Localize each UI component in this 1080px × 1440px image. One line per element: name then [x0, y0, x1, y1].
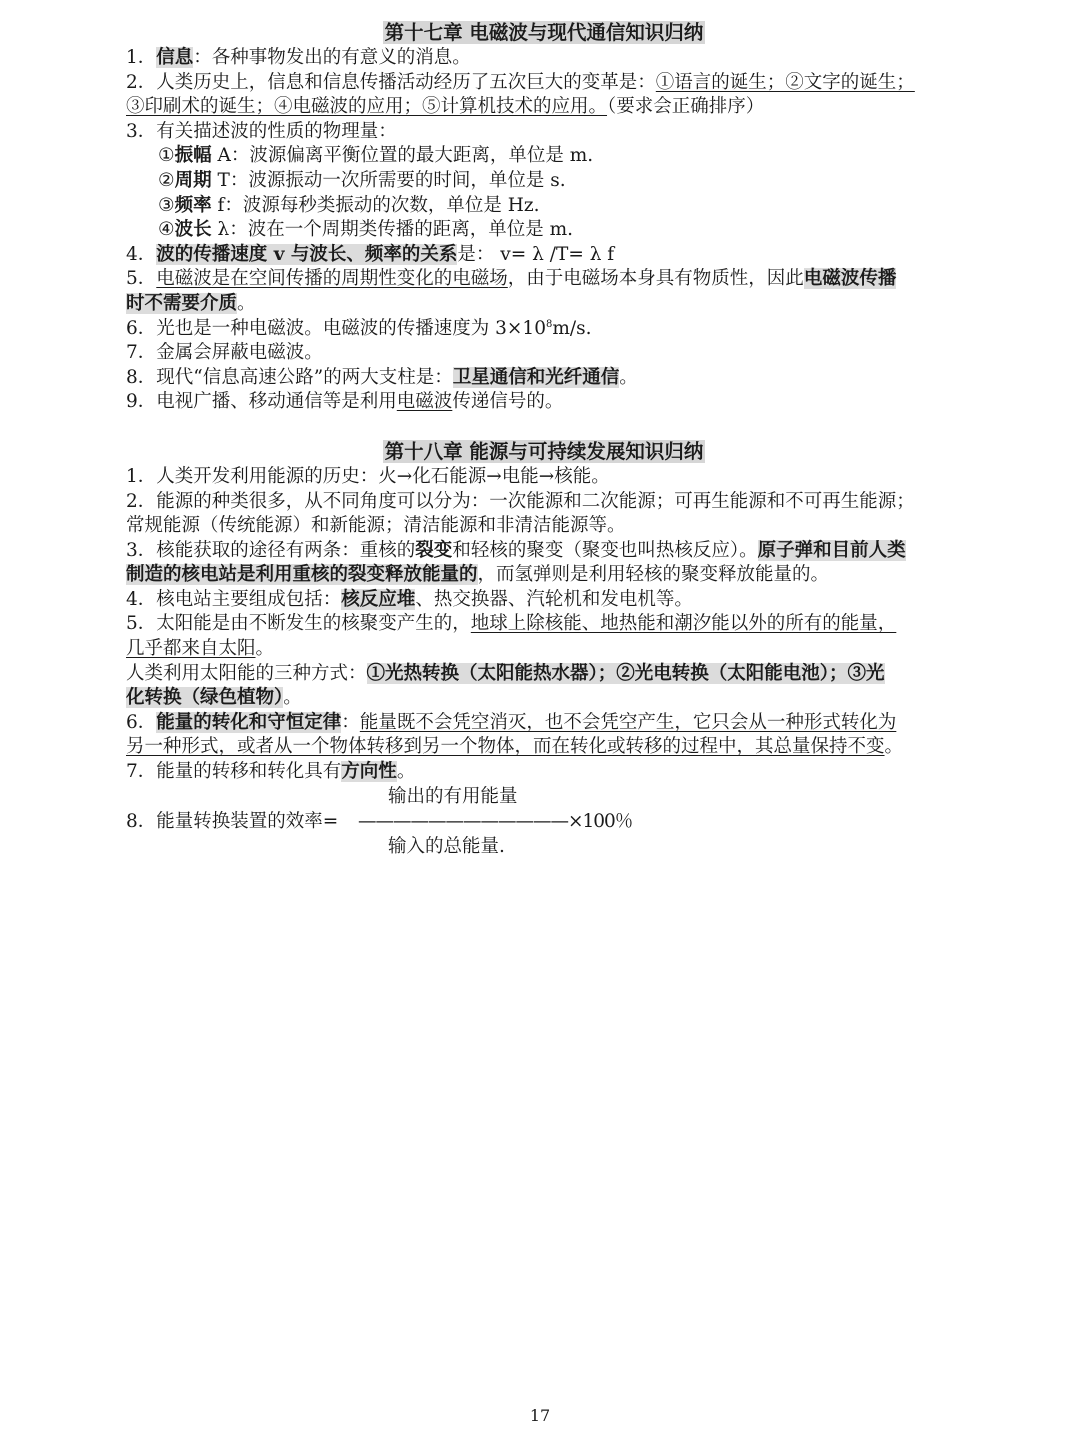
ch17-item-6: 6．光也是一种电磁波。电磁波的传播速度为 $3\times 10^8m/s$.	[126, 317, 592, 339]
formula-denominator: 输入的总能量.	[388, 835, 505, 857]
ch18-item-1: 1．人类开发利用能源的历史：火→化石能源→电能→核能。	[126, 465, 610, 487]
formula-fraction-bar: ————————————×100％	[358, 810, 633, 832]
ch18-solar-methods-cont: 化转换（绿色植物）。	[126, 687, 302, 709]
ch17-item-3-period: ②周期 T：波源振动一次所需要的时间，单位是 s.	[158, 169, 566, 191]
ch17-item-5-cont: 时不需要介质。	[126, 292, 256, 314]
formula-numerator: 输出的有用能量	[388, 785, 518, 807]
chapter-18-title: 第十八章 能源与可持续发展知识归纳	[384, 439, 704, 463]
formula-left-side: 8．能量转换装置的效率=	[126, 810, 339, 832]
ch18-item-2-cont: 常规能源（传统能源）和新能源；清洁能源和非清洁能源等。	[126, 515, 626, 537]
chapter-17-title: 第十七章 电磁波与现代通信知识归纳	[384, 21, 704, 44]
ch17-item-1: 1．信息：各种事物发出的有意义的消息。	[126, 47, 471, 68]
ch17-item-2-cont: ③印刷术的诞生；④电磁波的应用；⑤计算机技术的应用。（要求会正确排序）	[126, 96, 765, 118]
section-spacer	[126, 415, 962, 439]
ch17-item-3-wavelength: ④波长 λ：波在一个周期类传播的距离，单位是 m.	[158, 219, 574, 241]
ch18-item-3: 3．核能获取的途径有两条：重核的裂变和轻核的聚变（聚变也叫热核反应）。原子弹和目前人类	[126, 539, 906, 561]
ch18-item-7: 7．能量的转移和转化具有方向性。	[126, 761, 416, 783]
ch18-solar-methods: 人类利用太阳能的三种方式：①光热转换（太阳能热水器）；②光电转换（太阳能电池）；③光	[126, 662, 885, 684]
ch18-item-2: 2．能源的种类很多，从不同角度可以分为：一次能源和二次能源；可再生能源和不可再生能源；	[126, 490, 915, 512]
ch17-item-3: 3．有关描述波的性质的物理量：	[126, 120, 397, 142]
ch17-item-4: 4．波的传播速度 v 与波长、频率的关系是： v= λ /T= λ f	[126, 243, 615, 265]
ch17-item-3-frequency: ③频率 f：波源每秒类振动的次数，单位是 Hz.	[158, 194, 540, 216]
ch18-item-6: 6．能量的转化和守恒定律：能量既不会凭空消灭，也不会凭空产生，它只会从一种形式转化为	[126, 711, 897, 733]
ch18-item-5-cont: 几乎都来自太阳。	[126, 638, 275, 660]
ch17-item-7: 7．金属会屏蔽电磁波。	[126, 342, 323, 364]
ch17-item-2: 2．人类历史上，信息和信息传播活动经历了五次巨大的变革是：①语言的诞生；②文字的诞生；	[126, 71, 915, 93]
ch18-item-4: 4．核电站主要组成包括：核反应堆、热交换器、汽轮机和发电机等。	[126, 588, 693, 610]
ch17-item-3-amplitude: ①振幅 A：波源偏离平衡位置的最大距离，单位是 m.	[158, 145, 594, 167]
ch17-item-5: 5．电磁波是在空间传播的周期性变化的电磁场，由于电磁场本身具有物质性，因此电磁波传播	[126, 268, 897, 290]
page-number: 17	[529, 1406, 551, 1425]
ch18-item-5: 5．太阳能是由不断发生的核聚变产生的，地球上除核能、地热能和潮汐能以外的所有的能量，	[126, 613, 897, 635]
ch18-item-6-cont: 另一种形式，或者从一个物体转移到另一个物体，而在转化或转移的过程中，其总量保持不变。	[126, 736, 904, 758]
ch18-item-8-efficiency-formula	[126, 785, 962, 859]
ch17-item-9: 9．电视广播、移动通信等是利用电磁波传递信号的。	[126, 391, 564, 413]
ch18-item-3-cont: 制造的核电站是利用重核的裂变释放能量的，而氢弹则是利用轻核的聚变释放能量的。	[126, 564, 830, 586]
ch17-item-8: 8．现代“信息高速公路”的两大支柱是：卫星通信和光纤通信。	[126, 366, 638, 388]
